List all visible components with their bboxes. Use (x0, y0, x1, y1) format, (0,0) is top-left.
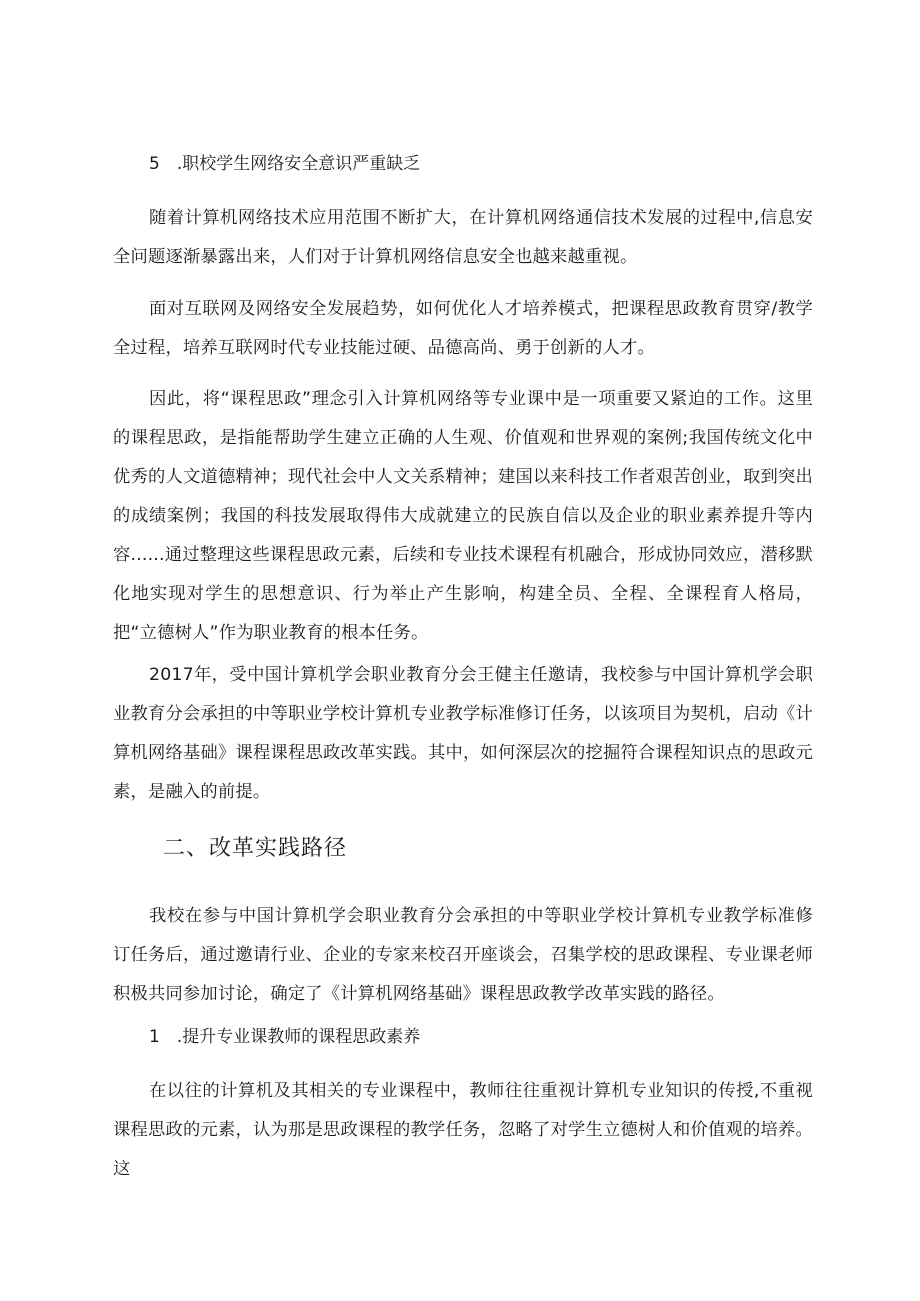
section-title: 二、改革实践路径 (163, 836, 348, 861)
paragraph-3: 因此，将“课程思政”理念引入计算机网络等专业课中是一项重要又紧迫的工作。这里的课程思政，是指能帮助学生建立正确的人生观、价值观和世界观的案例;我国传统文化中优秀的人文道德精神；现代社会中人文关系精神；建国以来科技工作者艰苦创业，取到突出的成绩案例；我国的科技发展取得伟大成就建立的民族自信以及企业的职业素养提升等内容......通过整理这些课程思政元素，后续和专业技术课程有机融合，形成协同效应，潜移默化地实现对学生的思想意识、行为举止产生影响，构建全员、全程、全课程育人格局，把“立德树人”作为职业教育的根本任务。 (113, 389, 813, 643)
paragraph-2: 面对互联网及网络安全发展趋势，如何优化人才培养模式，把课程思政教育贯穿/教学全过程，培养互联网时代专业技能过硬、品德高尚、勇于创新的人才。 (113, 299, 813, 358)
paragraph-1: 随着计算机网络技术应用范围不断扩大，在计算机网络通信技术发展的过程中,信息安全问题逐渐暴露出来，人们对于计算机网络信息安全也越来越重视。 (113, 208, 813, 267)
paragraph-5: 我校在参与中国计算机学会职业教育分会承担的中等职业学校计算机专业教学标准修订任务后，通过邀请行业、企业的专家来校召开座谈会，召集学校的思政课程、专业课老师积极共同参加讨论，确定了《计算机网络基础》课程思政教学改革实践的路径。 (113, 906, 813, 1004)
subheading-5: 5 .职校学生网络安全意识严重缺乏 (149, 154, 421, 174)
paragraph-4: 2017年，受中国计算机学会职业教育分会王健主任邀请，我校参与中国计算机学会职业教育分会承担的中等职业学校计算机专业教学标准修订任务，以该项目为契机，启动《计算机网络基础》课程课程思政改革实践。其中，如何深层次的挖掘符合课程知识点的思政元素，是融入的前提。 (113, 665, 813, 802)
paragraph-6: 在以往的计算机及其相关的专业课程中，教师往往重视计算机专业知识的传授,不重视课程思政的元素，认为那是思政课程的教学任务，忽略了对学生立德树人和价值观的培养。这 (113, 1081, 813, 1179)
subheading-1: 1 .提升专业课教师的课程思政素养 (149, 1027, 421, 1047)
